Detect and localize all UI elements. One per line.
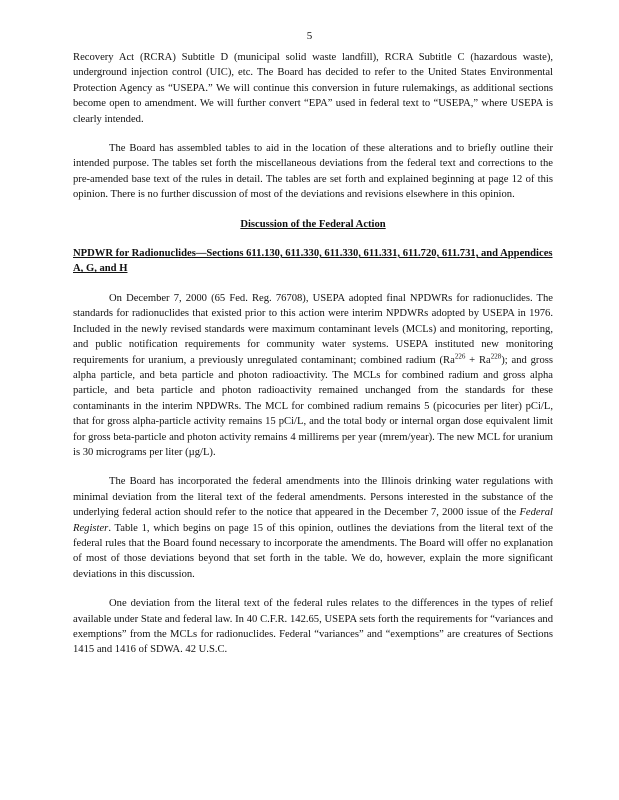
page-body [73,50,553,672]
federal-register-italic: Federal Register [73,507,553,534]
radionuclides-text-2: + Ra [465,354,491,366]
incorporation-text-2: . Table 1, which begins on page 15 of this opinion, outlines the deviations from the literal text of the federal rules that the Board found necessary to incorporate the amendments. The Board will offer no explanation of most of those deviations beyond that set forth in the table. We do, however, explain the more significant deviations in this discussion. [73,522,553,580]
paragraph-tables: The Board has assembled tables to aid in the location of these alterations and to briefly outline their intended purpose. The tables set forth the miscellaneous deviations from the federal text and corrections to the pre-amended base text of the rules in detail. The tables are set forth and explained beginning at page 12 of this opinion. There is no further discussion of most of the deviations and revisions elsewhere in this opinion. [73,143,553,201]
paragraph-incorporation [73,474,553,582]
incorporation-text-1: The Board has incorporated the federal amendments into the Illinois drinking water regulations with minimal deviation from the literal text of the federal amendments. Persons interested in the substance of the underlying federal action should refer to the notice that appeared in the December 7, 2000 issue of the [73,476,553,519]
ra228-superscript: 228 [490,351,502,360]
paragraph-rcra-continuation: Recovery Act (RCRA) Subtitle D (municipal solid waste landfill), RCRA Subtitle C (hazardous waste), underground injection control (UIC), etc. The Board has decided to refer to the United States Environmental Protection Agency as “USEPA.” We will continue this conversion in future rulemakings, as additional sections become open to amendment. We will further convert “EPA” used in federal text to “USEPA,” where USEPA is clearly intended. [73,52,553,125]
radionuclides-text-1: On December 7, 2000 (65 Fed. Reg. 76708), USEPA adopted final NPDWRs for radionuclides. The standards for radionuclides that existed prior to this action were interim NPDWRs adopted by USEPA in 1976. Included in the newly revised standards were maximum contaminant levels (MCLs) and monitoring, reporting, and public notification requirements for community water systems. USEPA instituted new monitoring requirements for uranium, a previously unregulated contaminant; combined radium (Ra [73,292,553,366]
ra226-superscript: 226 [454,351,466,360]
heading-npdwr-radionuclides: NPDWR for Radionuclides—Sections 611.130, 611.330, 611.330, 611.331, 611.720, 611.731, and Appendices A, G, and H [73,248,553,275]
paragraph-deviation: One deviation from the literal text of the federal rules relates to the differences in the types of relief available under State and federal law. In 40 C.F.R. 142.65, USEPA sets forth the requirements for “variances and exemptions” from the MCLs for radionuclides. Federal “variances” and “exemptions” are creatures of Sections 1415 and 1416 of SDWA. 42 U.S.C. [73,598,553,656]
heading-discussion: Discussion of the Federal Action [240,218,386,230]
page-number: 5 [306,30,313,42]
paragraph-radionuclides [73,291,553,460]
radionuclides-text-3: ); and gross alpha particle, and beta particle and photon radioactivity. The MCLs for combined radium and gross alpha particle, and beta particle and photon radioactivity remained unchanged from the standards for these contaminants in the interim NPDWRs. The MCL for combined radium remains 5 (picocuries per liter) pCi/L, that for gross alpha-particle activity remains 15 pCi/L, and the total body or internal organ dose equivalent limit for gross beta-particle and photon activity remains 4 millirems per year (mrem/year). The new MCL for uranium is 30 micrograms per liter (µg/L). [73,354,553,458]
